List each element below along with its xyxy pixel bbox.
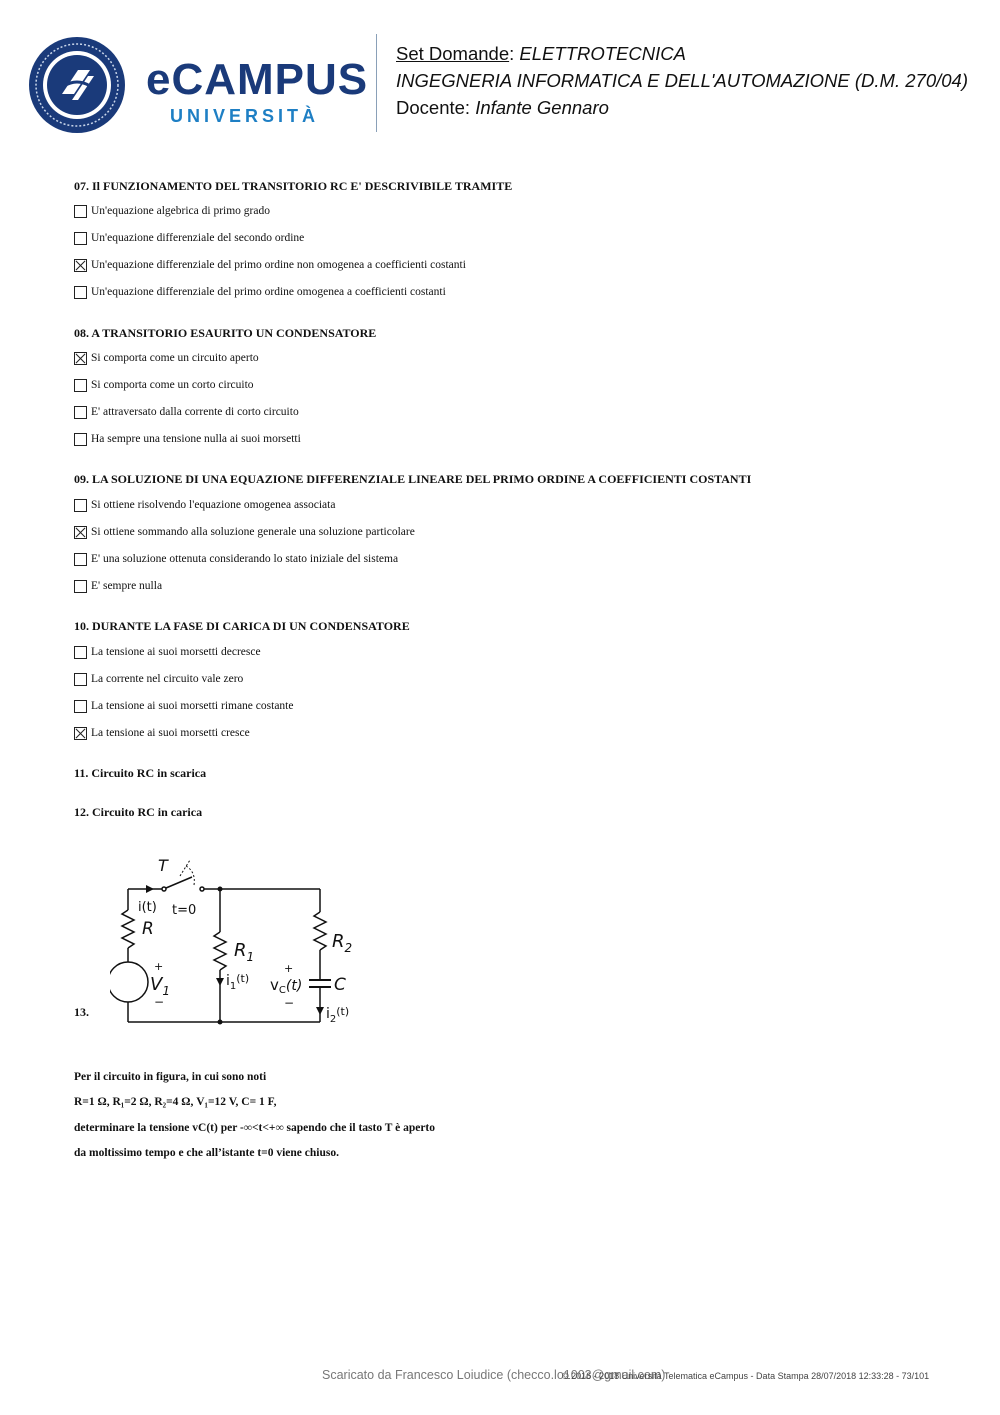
option-label: La tensione ai suoi morsetti decresce <box>91 646 261 658</box>
checkbox[interactable] <box>74 232 87 245</box>
subject: ELETTROTECNICA <box>519 43 686 64</box>
option-label: La corrente nel circuito vale zero <box>91 673 244 685</box>
label-r1: $R_1$ <box>234 940 255 964</box>
set-label: Set Domande <box>396 43 510 64</box>
question-08-title: 08. A TRANSITORIO ESAURITO UN CONDENSATORE <box>74 326 377 340</box>
ecampus-logo <box>28 36 368 136</box>
checkbox[interactable] <box>74 499 87 512</box>
label-i: i(t) <box>138 900 157 915</box>
problem-line-4: da moltissimo tempo e che all’istante t=0 viene chiuso. <box>74 1147 339 1159</box>
question-10-option-1[interactable] <box>74 644 261 660</box>
docente-label: Docente: <box>396 97 471 118</box>
header-docente-line <box>396 97 609 119</box>
label-r: R <box>142 919 154 939</box>
question-13-number: 13. <box>74 1005 89 1019</box>
arrow-i1-icon <box>216 978 224 986</box>
label-r2: $R_2$ <box>332 931 353 955</box>
checkbox-checked[interactable] <box>74 259 87 272</box>
question-07-option-3[interactable] <box>74 257 466 273</box>
label-c: C <box>334 975 346 995</box>
label-switch-t: T <box>158 856 168 875</box>
switch-blade <box>166 877 192 888</box>
checkbox[interactable] <box>74 646 87 659</box>
resistor-r-icon <box>122 910 134 948</box>
checkbox[interactable] <box>74 286 87 299</box>
question-08-option-1[interactable] <box>74 350 259 366</box>
docente-name: Infante Gennaro <box>475 97 609 118</box>
checkbox[interactable] <box>74 673 87 686</box>
logo-wordmark: eCAMPUS <box>146 55 369 104</box>
option-label: E' una soluzione ottenuta considerando lo stato iniziale del sistema <box>91 553 399 565</box>
voltage-source-v1-icon <box>110 962 148 1002</box>
resistor-r1-icon <box>214 932 226 970</box>
question-08-option-2[interactable] <box>74 377 254 393</box>
checkbox-checked[interactable] <box>74 727 87 740</box>
question-07-option-1[interactable] <box>74 203 270 219</box>
label-v1: $V_1$ <box>150 974 170 998</box>
node-bottom <box>218 1020 223 1025</box>
question-09-option-4[interactable] <box>74 578 162 594</box>
header-divider <box>376 34 377 132</box>
question-10-option-3[interactable] <box>74 698 293 714</box>
question-09-option-1[interactable] <box>74 497 335 513</box>
problem-line-2: R=1 Ω, R₁=2 Ω, R₂=4 Ω, V₁=12 V, C= 1 F, <box>74 1096 277 1108</box>
question-08-option-4[interactable] <box>74 431 301 447</box>
resistor-r2-icon <box>314 912 326 950</box>
option-label: Si ottiene sommando alla soluzione generale una soluzione particolare <box>91 526 415 538</box>
label-v1-minus: − <box>154 995 165 1009</box>
checkbox[interactable] <box>74 433 87 446</box>
header-set-line: Set Domande: ELETTROTECNICA <box>396 43 686 64</box>
option-label: La tensione ai suoi morsetti cresce <box>91 727 250 739</box>
checkbox[interactable] <box>74 580 87 593</box>
problem-line-3: determinare la tensione vC(t) per -∞<t<+∞ sapendo che il tasto T è aperto <box>74 1122 435 1134</box>
label-vc: $v_C(t)$ <box>270 976 303 996</box>
question-08-option-3[interactable] <box>74 404 299 420</box>
question-07-title: 07. Il FUNZIONAMENTO DEL TRANSITORIO RC E' DESCRIVIBILE TRAMITE <box>74 179 513 193</box>
option-label: Un'equazione differenziale del primo ordine omogenea a coefficienti costanti <box>91 286 446 298</box>
checkbox[interactable] <box>74 553 87 566</box>
switch-arc <box>186 866 194 885</box>
label-vc-plus: + <box>284 962 294 975</box>
label-v1-plus: + <box>154 960 164 973</box>
switch-contact-left <box>162 887 166 891</box>
option-label: Un'equazione algebrica di primo grado <box>91 205 270 217</box>
question-07-option-4[interactable] <box>74 284 446 300</box>
arrow-i2-icon <box>316 1007 324 1015</box>
option-label: Si ottiene risolvendo l'equazione omogenea associata <box>91 499 336 511</box>
option-label: Ha sempre una tensione nulla ai suoi morsetti <box>91 433 301 445</box>
question-10-title: 10. DURANTE LA FASE DI CARICA DI UN CONDENSATORE <box>74 619 410 633</box>
label-vc-minus: − <box>284 996 295 1010</box>
question-09-option-2[interactable] <box>74 524 415 540</box>
question-09-option-3[interactable] <box>74 551 398 567</box>
question-11-title: 11. Circuito RC in scarica <box>74 766 207 780</box>
logo-subtitle: UNIVERSITÀ <box>170 106 320 126</box>
option-label: Un'equazione differenziale del secondo ordine <box>91 232 305 244</box>
option-label: Si comporta come un circuito aperto <box>91 352 259 364</box>
rc-circuit-diagram <box>110 852 370 1030</box>
option-label: Si comporta come un corto circuito <box>91 379 254 391</box>
switch-dash <box>180 860 190 876</box>
question-10-option-4[interactable] <box>74 725 250 741</box>
checkbox[interactable] <box>74 406 87 419</box>
checkbox[interactable] <box>74 700 87 713</box>
switch-contact-right <box>200 887 204 891</box>
question-07-option-2[interactable] <box>74 230 304 246</box>
checkbox[interactable] <box>74 379 87 392</box>
checkbox-checked[interactable] <box>74 526 87 539</box>
option-label: E' sempre nulla <box>91 580 163 592</box>
footer-download-note: Scaricato da Francesco Loiudice (checco.lo1003@gmail.com) <box>322 1368 666 1382</box>
option-label: La tensione ai suoi morsetti rimane costante <box>91 700 294 712</box>
label-t0: t=0 <box>172 903 197 918</box>
checkbox-checked[interactable] <box>74 352 87 365</box>
label-i2: $i_2^{(t)}$ <box>326 1005 350 1025</box>
checkbox[interactable] <box>74 205 87 218</box>
label-i1: $i_1^{(t)}$ <box>226 972 250 992</box>
question-10-option-2[interactable] <box>74 671 243 687</box>
option-label: Un'equazione differenziale del primo ordine non omogenea a coefficienti costanti <box>91 259 466 271</box>
arrow-i-icon <box>146 885 154 893</box>
course-name: INGEGNERIA INFORMATICA E DELL'AUTOMAZIONE (D.M. 270/04) <box>396 70 968 91</box>
ecampus-seal-icon <box>28 36 126 134</box>
footer-copyright: © 2016 - 2018 Università Telematica eCampus - Data Stampa 28/07/2018 12:33:28 - 73/101 <box>562 1371 930 1381</box>
problem-line-1: Per il circuito in figura, in cui sono noti <box>74 1071 267 1083</box>
question-09-title: 09. LA SOLUZIONE DI UNA EQUAZIONE DIFFERENZIALE LINEARE DEL PRIMO ORDINE A COEFFICIENTI COSTANTI <box>74 472 752 486</box>
option-label: E' attraversato dalla corrente di corto circuito <box>91 406 299 418</box>
question-12-title: 12. Circuito RC in carica <box>74 805 203 819</box>
